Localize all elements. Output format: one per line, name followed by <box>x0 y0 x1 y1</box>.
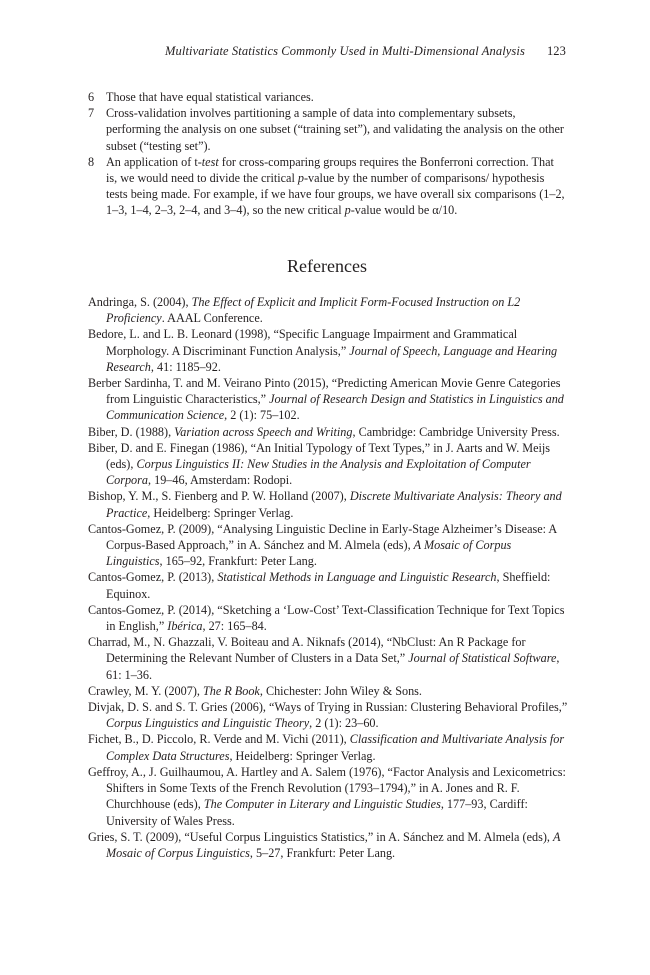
reference-entry: Crawley, M. Y. (2007), The R Book, Chichester: John Wiley & Sons. <box>88 683 422 698</box>
reference-entry: Fichet, B., D. Piccolo, R. Verde and M. Vichi (2011), Classification and Multivariate Analysis for Complex Data Structures, Heidelberg: Springer Verlag. <box>88 732 565 763</box>
page-number: 123 <box>546 44 566 58</box>
endnote <box>88 105 568 154</box>
endnote-text: An application of t-test for cross-comparing groups requires the Bonferroni correction. That is, we would need to divide the critical p-value by the number of comparisons/ hypothesis tests being made. For example, if we have four groups, we have overall six comparisons (1–2, 1–3, 1–4, 2–3, 2–4, and 3–4), so the new critical p-value would be α/10. <box>106 154 565 218</box>
reference-entry: Berber Sardinha, T. and M. Veirano Pinto (2015), “Predicting American Movie Genre Categories from Linguistic Characteristics,” Journal of Research Design and Statistics in Linguistics and Communication Science, 2 (1): 75–102. <box>88 376 564 423</box>
reference-entry: Charrad, M., N. Ghazzali, V. Boiteau and A. Niknafs (2014), “NbClust: An R Package for Determining the Relevant Number of Clusters in a Data Set,” Journal of Statistical Software, 61: 1–36. <box>88 635 560 682</box>
endnote <box>88 89 568 105</box>
endnote-number: 6 <box>88 90 95 104</box>
reference-entry: Cantos-Gomez, P. (2009), “Analysing Linguistic Decline in Early-Stage Alzheimer’s Disease: A Corpus-Based Approach,” in A. Sánchez and M. Almela (eds), A Mosaic of Corpus Linguistics, 165–92, Frankfurt: Peter Lang. <box>88 521 557 569</box>
endnote-number: 7 <box>88 106 95 121</box>
reference-entry: Divjak, D. S. and S. T. Gries (2006), “Ways of Trying in Russian: Clustering Behavioral Profiles,” Corpus Linguistics and Linguistic Theory, 2 (1): 23–60. <box>88 700 568 731</box>
endnote <box>88 154 568 219</box>
running-header <box>0 44 566 59</box>
reference-entry: Andringa, S. (2004), The Effect of Explicit and Implicit Form-Focused Instruction on L2 Proficiency. AAAL Conference. <box>88 295 521 326</box>
endnote-text: Cross-validation involves partitioning a sample of data into complementary subsets, performing the analysis on one subset (“training set”), and validating the analysis on the other subset (“testing set”). <box>106 106 564 153</box>
references-heading: References <box>287 256 367 276</box>
reference-entry: Cantos-Gomez, P. (2014), “Sketching a ‘Low-Cost’ Text-Classification Technique for Text Topics in English,” Ibérica, 27: 165–84. <box>88 602 565 634</box>
reference-entry: Cantos-Gomez, P. (2013), Statistical Methods in Language and Linguistic Research, Sheffield: Equinox. <box>88 570 551 601</box>
endnote-text: Those that have equal statistical variances. <box>106 90 314 104</box>
reference-entry: Geffroy, A., J. Guilhaumou, A. Hartley and A. Salem (1976), “Factor Analysis and Lexicometrics: Shifters in Some Texts of the French Revolution (1793–1794),” in A. Jones and R. F. Churchhouse (eds), The Computer in Literary and Linguistic Studies, 177–93, Cardiff: University of Wales Press. <box>88 764 566 828</box>
endnotes <box>88 89 568 219</box>
references-list <box>88 294 568 861</box>
reference-entry: Bishop, Y. M., S. Fienberg and P. W. Holland (2007), Discrete Multivariate Analysis: Theory and Practice, Heidelberg: Springer Verlag. <box>88 489 562 520</box>
running-title: Multivariate Statistics Commonly Used in Multi-Dimensional Analysis <box>165 44 525 58</box>
reference-entry: Biber, D. and E. Finegan (1986), “An Initial Typology of Text Types,” in J. Aarts and W. Meijs (eds), Corpus Linguistics II: New Studies in the Analysis and Exploitation of Computer Corpora, 19–46, Amsterdam: Rodopi. <box>88 440 551 488</box>
reference-entry: Bedore, L. and L. B. Leonard (1998), “Specific Language Impairment and Grammatical Morphology. A Discriminant Function Analysis,” Journal of Speech, Language and Hearing Research, 41: 1185–92. <box>88 327 558 374</box>
reference-entry: Gries, S. T. (2009), “Useful Corpus Linguistics Statistics,” in A. Sánchez and M. Almela (eds), A Mosaic of Corpus Linguistics, 5–27, Frankfurt: Peter Lang. <box>88 829 561 860</box>
endnote-number: 8 <box>88 154 95 169</box>
reference-entry: Biber, D. (1988), Variation across Speech and Writing, Cambridge: Cambridge University Press. <box>88 424 560 439</box>
